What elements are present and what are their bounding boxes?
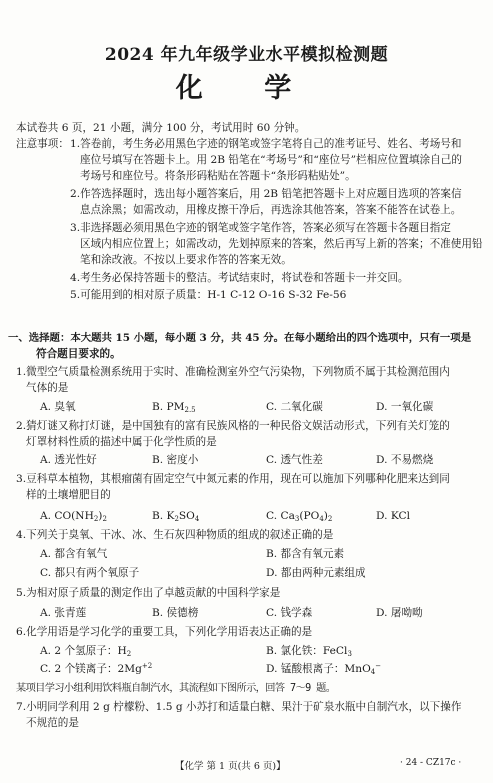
question-stem: 4.下列关于臭氧、干冰、冰、生石灰四种物质的组成的叙述正确的是: [16, 529, 334, 541]
option-c: C. $Ca_3(PO_4)_2$: [266, 510, 333, 523]
question-stem-cont: 气体的是: [26, 382, 69, 394]
option-a: A. 张青莲: [40, 607, 87, 619]
note-line: 5.可能用到的相对原子质量：H-1 C-12 O-16 S-32 Fe-56: [70, 289, 347, 301]
passage-intro: 某项目学习小组利用饮料瓶自制汽水，其流程如下图所示，回答 7～9 题。: [16, 683, 336, 694]
option-b: B. 氯化铁：FeCl$_3$: [266, 645, 352, 658]
option-b: B. 密度小: [152, 454, 199, 466]
option-d: D. 锰酸根离子：MnO$_4$−: [266, 662, 382, 676]
option-d: D. 都由两种元素组成: [266, 567, 366, 579]
note-line: 区域内相应位置上；如需改动，先划掉原来的答案，然后再写上新的答案；不准使用铅: [80, 238, 483, 250]
note-line: 2.作答选择题时，选出每小题答案后，用 2B 铅笔把答题卡上对应题目选项的答案信: [70, 188, 462, 200]
option-c: C. 2 个镁离子：$2Mg^{+2}$: [40, 662, 153, 675]
option-a: A. 臭氧: [40, 401, 76, 413]
option-d: D. 不易燃烧: [376, 454, 434, 466]
notes-label: 注意事项：: [16, 138, 69, 150]
question-stem: 7.小明同学利用 2 g 柠檬粉、1.5 g 小苏打和适量白糖、果汁于矿泉水瓶中自制汽水，以下操作: [16, 701, 462, 713]
option-a: A. 都含有氧气: [40, 548, 108, 560]
note-line: 4.考生务必保持答题卡的整洁。考试结束时，将试卷和答题卡一并交回。: [70, 272, 409, 284]
section-heading: 一、选择题：本大题共 15 小题，每小题 3 分，共 45 分。在每小题给出的四个选项中，只有一项是: [8, 332, 472, 344]
note-line: 考场号和座位号。将条形码粘贴在答题卡“条形码粘贴处”。: [80, 170, 356, 182]
question-stem: 5.为相对原子质量的测定作出了卓越贡献的中国科学家是: [16, 587, 281, 599]
option-a: A. 2 个氢原子：$H_2$: [40, 645, 132, 658]
option-c: C. 二氧化碳: [266, 401, 323, 413]
page-footer: 【化学 第 1 页(共 6 页)】: [175, 761, 286, 772]
question-stem: 3.豆科草本植物，其根瘤菌有固定空气中氮元素的作用，现在可以施加下列哪种化肥来达到同: [16, 473, 450, 485]
note-line: 3.非选择题必须用黑色字迹的钢笔或签字笔作答，答案必须写在答题卡各题目指定: [70, 222, 451, 234]
note-line: 座位号填写在答题卡上。用 2B 铅笔在“考场号”和“座位号”栏相应位置填涂自己的: [80, 154, 462, 166]
note-line: 息点涂黑；如需改动，用橡皮擦干净后，再选涂其他答案，答案不能答在试卷上。: [80, 204, 462, 216]
option-c: C. 透气性差: [266, 454, 323, 466]
question-stem-cont: 样的土壤增肥目的: [26, 489, 111, 501]
question-stem: 1.微型空气质量检测系统用于实时、准确检测室外空气污染物，下列物质不属于其检测范围内: [16, 366, 450, 378]
option-a: A. 透光性好: [40, 454, 97, 466]
intro-line: 本试卷共 6 页，21 小题，满分 100 分，考试用时 60 分钟。: [16, 122, 306, 134]
subject-title: 化 学: [175, 73, 318, 104]
option-a: A. $CO(NH_2)_2$: [40, 510, 107, 523]
note-line: 笔和涂改液。不按以上要求作答的答案无效。: [80, 254, 292, 266]
question-stem-cont: 不规范的是: [26, 717, 79, 729]
question-stem: 6.化学用语是学习化学的重要工具，下列化学用语表达正确的是: [16, 626, 313, 638]
option-d: D. KCl: [376, 510, 410, 522]
option-b: B. $PM_{2.5}$: [152, 401, 196, 414]
option-b: B. 侯德榜: [152, 607, 199, 619]
option-b: B. $K_2SO_4$: [152, 510, 200, 523]
note-line: 1.答卷前，考生务必用黑色字迹的钢笔或签字笔将自己的准考证号、姓名、考场号和: [70, 138, 462, 150]
option-d: D. 屠呦呦: [376, 607, 423, 619]
paper-code: · 24 - CZ17c ·: [400, 758, 462, 768]
option-c: C. 钱学森: [266, 607, 313, 619]
exam-title: 2024 年九年级学业水平模拟检测题: [104, 45, 389, 65]
question-stem-cont: 灯罩材料性质的描述中属于化学性质的是: [26, 436, 217, 448]
option-b: B. 都含有氧元素: [266, 548, 345, 560]
option-c: C. 都只有两个氧原子: [40, 567, 140, 579]
section-heading-cont: 符合题目要求的。: [36, 348, 121, 360]
question-stem: 2.猜灯谜又称打灯谜，是中国独有的富有民族风格的一种民俗文娱活动形式，下列有关灯笼的: [16, 420, 450, 432]
option-d: D. 一氧化碳: [376, 401, 434, 413]
